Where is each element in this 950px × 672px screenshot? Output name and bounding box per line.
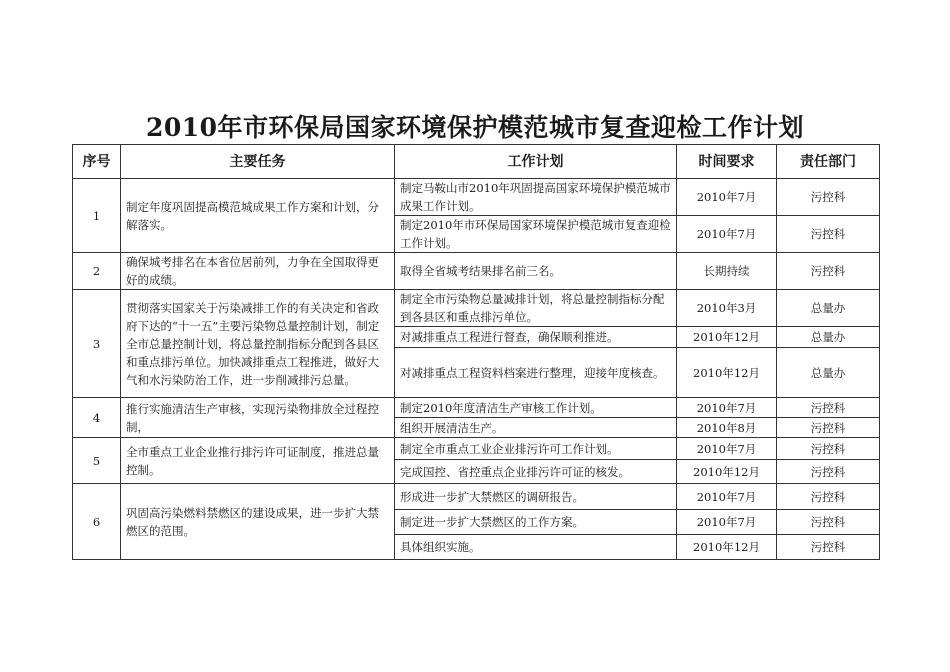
time-cell: 长期持续 xyxy=(677,253,777,290)
task-cell: 制定年度巩固提高模范城成果工作方案和计划，分解落实。 xyxy=(121,179,395,253)
task-cell: 贯彻落实国家关于污染减排工作的有关决定和省政府下达的“十一五”主要污染物总量控制计划，制定全市总量控制计划，将总量控制指标分配到各县区和重点排污单位。加快减排重点工程推进，做好大气和水污染防治工作，进一步削减排污总量。 xyxy=(121,290,395,398)
seq-cell: 2 xyxy=(73,253,121,290)
plan-cell: 对减排重点工程资料档案进行整理，迎接年度核查。 xyxy=(395,348,677,398)
time-cell: 2010年7月 xyxy=(677,398,777,418)
time-cell: 2010年3月 xyxy=(677,290,777,327)
plan-cell: 制定全市重点工业企业排污许可工作计划。 xyxy=(395,438,677,460)
dept-cell: 污控科 xyxy=(777,460,880,484)
task-cell: 全市重点工业企业推行排污许可证制度，推进总量控制。 xyxy=(121,438,395,484)
table-header-row xyxy=(73,145,880,179)
table-row xyxy=(73,290,880,327)
time-cell: 2010年7月 xyxy=(677,510,777,535)
plan-cell: 制定马鞍山市2010年巩固提高国家环境保护模范城市成果工作计划。 xyxy=(395,179,677,216)
task-cell: 确保城考排名在本省位居前列，力争在全国取得更好的成绩。 xyxy=(121,253,395,290)
time-cell: 2010年12月 xyxy=(677,535,777,560)
plan-cell: 制定全市污染物总量减排计划，将总量控制指标分配到各县区和重点排污单位。 xyxy=(395,290,677,327)
time-cell: 2010年7月 xyxy=(677,216,777,253)
time-cell: 2010年12月 xyxy=(677,460,777,484)
work-plan-table xyxy=(72,144,880,560)
dept-cell: 总量办 xyxy=(777,348,880,398)
header-dept: 责任部门 xyxy=(777,145,880,179)
dept-cell: 污控科 xyxy=(777,253,880,290)
table-row xyxy=(73,179,880,216)
dept-cell: 污控科 xyxy=(777,484,880,510)
header-seq: 序号 xyxy=(73,145,121,179)
seq-cell: 6 xyxy=(73,484,121,560)
plan-cell: 形成进一步扩大禁燃区的调研报告。 xyxy=(395,484,677,510)
plan-cell: 取得全省城考结果排名前三名。 xyxy=(395,253,677,290)
dept-cell: 污控科 xyxy=(777,179,880,216)
header-task: 主要任务 xyxy=(121,145,395,179)
dept-cell: 污控科 xyxy=(777,535,880,560)
task-cell: 推行实施清洁生产审核，实现污染物排放全过程控制， xyxy=(121,398,395,438)
plan-cell: 对减排重点工程进行督查，确保顺利推进。 xyxy=(395,327,677,348)
table-row xyxy=(73,398,880,418)
dept-cell: 污控科 xyxy=(777,510,880,535)
time-cell: 2010年8月 xyxy=(677,418,777,438)
table-row xyxy=(73,438,880,460)
table-row xyxy=(73,253,880,290)
seq-cell: 3 xyxy=(73,290,121,398)
seq-cell: 5 xyxy=(73,438,121,484)
dept-cell: 总量办 xyxy=(777,290,880,327)
header-plan: 工作计划 xyxy=(395,145,677,179)
plan-cell: 完成国控、省控重点企业排污许可证的核发。 xyxy=(395,460,677,484)
time-cell: 2010年12月 xyxy=(677,348,777,398)
dept-cell: 污控科 xyxy=(777,438,880,460)
plan-cell: 具体组织实施。 xyxy=(395,535,677,560)
dept-cell: 污控科 xyxy=(777,216,880,253)
time-cell: 2010年7月 xyxy=(677,484,777,510)
seq-cell: 4 xyxy=(73,398,121,438)
task-cell: 巩固高污染燃料禁燃区的建设成果，进一步扩大禁燃区的范围。 xyxy=(121,484,395,560)
time-cell: 2010年12月 xyxy=(677,327,777,348)
plan-cell: 组织开展清洁生产。 xyxy=(395,418,677,438)
dept-cell: 污控科 xyxy=(777,398,880,418)
dept-cell: 污控科 xyxy=(777,418,880,438)
document-title: 2010年市环保局国家环境保护模范城市复查迎检工作计划 xyxy=(145,113,805,142)
time-cell: 2010年7月 xyxy=(677,438,777,460)
dept-cell: 总量办 xyxy=(777,327,880,348)
header-time: 时间要求 xyxy=(677,145,777,179)
plan-cell: 制定2010年度清洁生产审核工作计划。 xyxy=(395,398,677,418)
table-row xyxy=(73,484,880,510)
plan-cell: 制定进一步扩大禁燃区的工作方案。 xyxy=(395,510,677,535)
time-cell: 2010年7月 xyxy=(677,179,777,216)
seq-cell: 1 xyxy=(73,179,121,253)
plan-cell: 制定2010年市环保局国家环境保护模范城市复查迎检工作计划。 xyxy=(395,216,677,253)
